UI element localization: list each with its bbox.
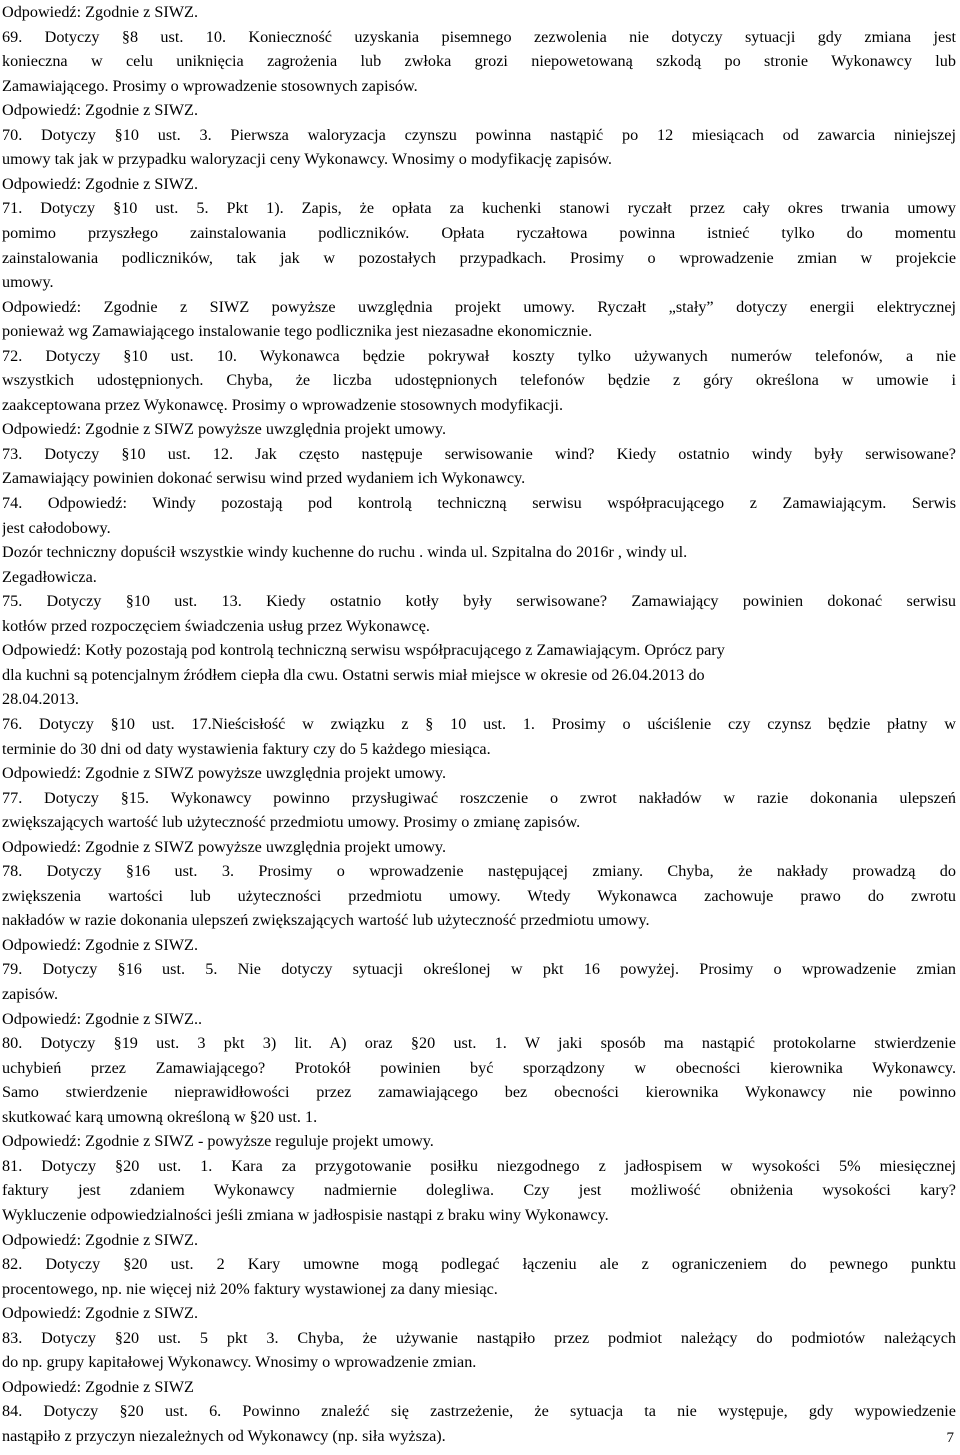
text-line: Odpowiedź: Zgodnie z SIWZ. — [2, 174, 198, 193]
text-line: 28.04.2013. — [2, 690, 79, 709]
text-line: 78. Dotyczy §16 ust. 3. Prosimy o wprowadzenie następującej zmiany. Chyba, że nakłady prowadzą do — [2, 862, 956, 881]
text-line: uchybień przez Zamawiającego? Protokół powinien być sporządzony w obecności kierownika Wykonawcy. — [2, 1058, 956, 1077]
text-line: Zamawiający powinien dokonać serwisu wind przed wydaniem ich Wykonawcy. — [2, 469, 526, 488]
text-line: kotłów przed rozpoczęciem świadczenia usług przez Wykonawcę. — [2, 616, 430, 635]
text-line: 82. Dotyczy §20 ust. 2 Kary umowne mogą podlegać łączeniu ale z ograniczeniem do pewnego punktu — [2, 1255, 956, 1274]
text-line: Odpowiedź: Zgodnie z SIWZ — [2, 1377, 194, 1396]
text-line: umowy tak jak w przypadku waloryzacji ceny Wykonawcy. Wnosimy o modyfikację zapisów. — [2, 150, 612, 169]
text-line: Odpowiedź: Zgodnie z SIWZ.. — [2, 1009, 203, 1028]
text-line: dla kuchni są potencjalnym źródłem ciepła dla cwu. Ostatni serwis miał miejsce w okresie od 26.04.2013 do — [2, 665, 705, 684]
text-line: 80. Dotyczy §19 ust. 3 pkt 3) lit. A) oraz §20 ust. 1. W jaki sposób ma nastąpić protokolarne stwierdzenie — [2, 1034, 956, 1053]
text-line: 70. Dotyczy §10 ust. 3. Pierwsza waloryzacja czynszu powinna nastąpić po 12 miesiącach od zawarcia niniejszej — [2, 125, 956, 144]
text-line: 74. Odpowiedź: Windy pozostają pod kontrolą techniczną serwisu współpracującego z Zamawiającym. Serwis — [2, 494, 956, 512]
text-line: zwiększających wartość lub użyteczność przedmiotu umowy. Prosimy o zmianę zapisów. — [2, 813, 581, 832]
text-line: Odpowiedź: Zgodnie z SIWZ powyższe uwzględnia projekt umowy. — [2, 837, 446, 856]
text-line: Odpowiedź: Zgodnie z SIWZ powyższe uwzględnia projekt umowy. — [2, 420, 446, 439]
text-line: pomimo przyszłego zainstalowania podliczników. Opłata ryczałtowa powinna istnieć tylko do momentu — [2, 223, 956, 242]
text-line: zaakceptowana przez Wykonawcę. Prosimy o wprowadzenie stosownych modyfikacji. — [2, 395, 564, 414]
text-line: Odpowiedź: Zgodnie z SIWZ. — [2, 101, 198, 120]
text-line: faktury jest zdaniem Wykonawcy nadmiernie dolegliwa. Czy jest możliwość obniżenia wysokości kary? — [2, 1181, 956, 1200]
text-line: 79. Dotyczy §16 ust. 5. Nie dotyczy sytuacji określonej w pkt 16 powyżej. Prosimy o wprowadzenie zmian — [2, 960, 956, 979]
text-line: Zamawiającego. Prosimy o wprowadzenie stosownych zapisów. — [2, 76, 418, 95]
page-number: 7 — [946, 1430, 954, 1446]
text-line: terminie do 30 dni od daty wystawienia faktury czy do 5 każdego miesiąca. — [2, 739, 491, 758]
text-line: Dozór techniczny dopuścił wszystkie windy kuchenne do ruchu . winda ul. Szpitalna do 2016r , windy ul. — [2, 543, 688, 562]
text-line: 77. Dotyczy §15. Wykonawcy powinno przysługiwać roszczenie o zwrot nakładów w razie dokonania ulepszeń — [2, 788, 956, 807]
text-line: 76. Dotyczy §10 ust. 17.Nieścisłość w związku z § 10 ust. 1. Prosimy o uściślenie czy czynsz będzie płatny w — [2, 714, 956, 733]
text-line: do np. grupy kapitałowej Wykonawcy. Wnosimy o wprowadzenie zmian. — [2, 1353, 477, 1372]
text-line: 84. Dotyczy §20 ust. 6. Powinno znaleźć się zastrzeżenie, że sytuacja ta nie występuje, gdy wypowiedzenie — [2, 1402, 956, 1421]
text-line: 81. Dotyczy §20 ust. 1. Kara za przygotowanie posiłku niezgodnego z jadłospisem w wysokości 5% miesięcznej — [2, 1156, 956, 1175]
text-line: 83. Dotyczy §20 ust. 5 pkt 3. Chyba, że używanie nastąpiło przez podmiot należący do podmiotów należących — [2, 1328, 956, 1347]
text-line: zapisów. — [2, 985, 59, 1003]
text-line: 69. Dotyczy §8 ust. 10. Konieczność uzyskania pisemnego zezwolenia nie dotyczy sytuacji gdy zmiana jest — [2, 27, 956, 46]
text-line: konieczna w celu uniknięcia zagrożenia lub zwłoka grozi niepowetowaną szkodą po stronie Wykonawcy lub — [2, 52, 956, 71]
text-line: nastąpiło z przyczyn niezależnych od Wykonawcy (np. siła wyższa). — [2, 1426, 446, 1445]
text-line: wszystkich udostępnionych. Chyba, że liczba udostępnionych telefonów będzie z góry określona w umowie i — [2, 371, 956, 390]
text-line: umowy. — [2, 273, 54, 292]
text-line: 72. Dotyczy §10 ust. 10. Wykonawca będzie pokrywał koszty tylko używanych numerów telefonów, a nie — [2, 346, 956, 365]
text-line: skutkować karą umowną określoną w §20 ust. 1. — [2, 1107, 318, 1126]
text-line: Odpowiedź: Zgodnie z SIWZ. — [2, 3, 198, 21]
text-line: Odpowiedź: Zgodnie z SIWZ powyższe uwzględnia projekt umowy. Ryczałt „stały” dotyczy energii elektrycznej — [2, 297, 956, 316]
text-line: Odpowiedź: Zgodnie z SIWZ powyższe uwzględnia projekt umowy. — [2, 764, 446, 783]
text-line: Odpowiedź: Zgodnie z SIWZ. — [2, 1230, 198, 1249]
text-line: Wykluczenie odpowiedzialności jeśli zmiana w jadłospisie nastąpi z braku winy Wykonawcy. — [2, 1205, 609, 1224]
text-line: Odpowiedź: Kotły pozostają pod kontrolą techniczną serwisu współpracującego z Zamawiającym. Oprócz pary — [2, 641, 725, 660]
text-line: nakładów w razie dokonania ulepszeń zwiększających wartość lub użyteczność przedmiotu umowy. — [2, 911, 650, 930]
text-line: 71. Dotyczy §10 ust. 5. Pkt 1). Zapis, że opłata za kuchenki stanowi ryczałt przez cały okres trwania umowy — [2, 199, 956, 218]
text-line: Odpowiedź: Zgodnie z SIWZ. — [2, 935, 198, 954]
text-line: Odpowiedź: Zgodnie z SIWZ. — [2, 1304, 198, 1323]
text-line: 75. Dotyczy §10 ust. 13. Kiedy ostatnio kotły były serwisowane? Zamawiający powinien dokonać serwisu — [2, 592, 956, 611]
text-line: ponieważ wg Zamawiającego instalowanie tego podlicznika jest niezasadne ekonomicznie. — [2, 322, 593, 341]
text-line: zainstalowania podliczników, tak jak w pozostałych przypadkach. Prosimy o wprowadzenie zmian w projekcie — [2, 248, 956, 267]
text-line: procentowego, np. nie więcej niż 20% faktury wystawionej za dany miesiąc. — [2, 1279, 498, 1298]
text-line: zwiększenia wartości lub użyteczności przedmiotu umowy. Wtedy Wykonawca zachowuje prawo do zwrotu — [2, 886, 956, 905]
text-line: 73. Dotyczy §10 ust. 12. Jak często następuje serwisowanie wind? Kiedy ostatnio windy były serwisowane? — [2, 444, 956, 463]
text-line: Odpowiedź: Zgodnie z SIWZ - powyższe reguluje projekt umowy. — [2, 1132, 434, 1151]
text-line: Samo stwierdzenie nieprawidłowości przez zamawiającego bez obecności kierownika Wykonawcy nie powinno — [2, 1083, 956, 1102]
text-line: Zegadłowicza. — [2, 567, 97, 586]
text-line: jest całodobowy. — [2, 518, 111, 537]
